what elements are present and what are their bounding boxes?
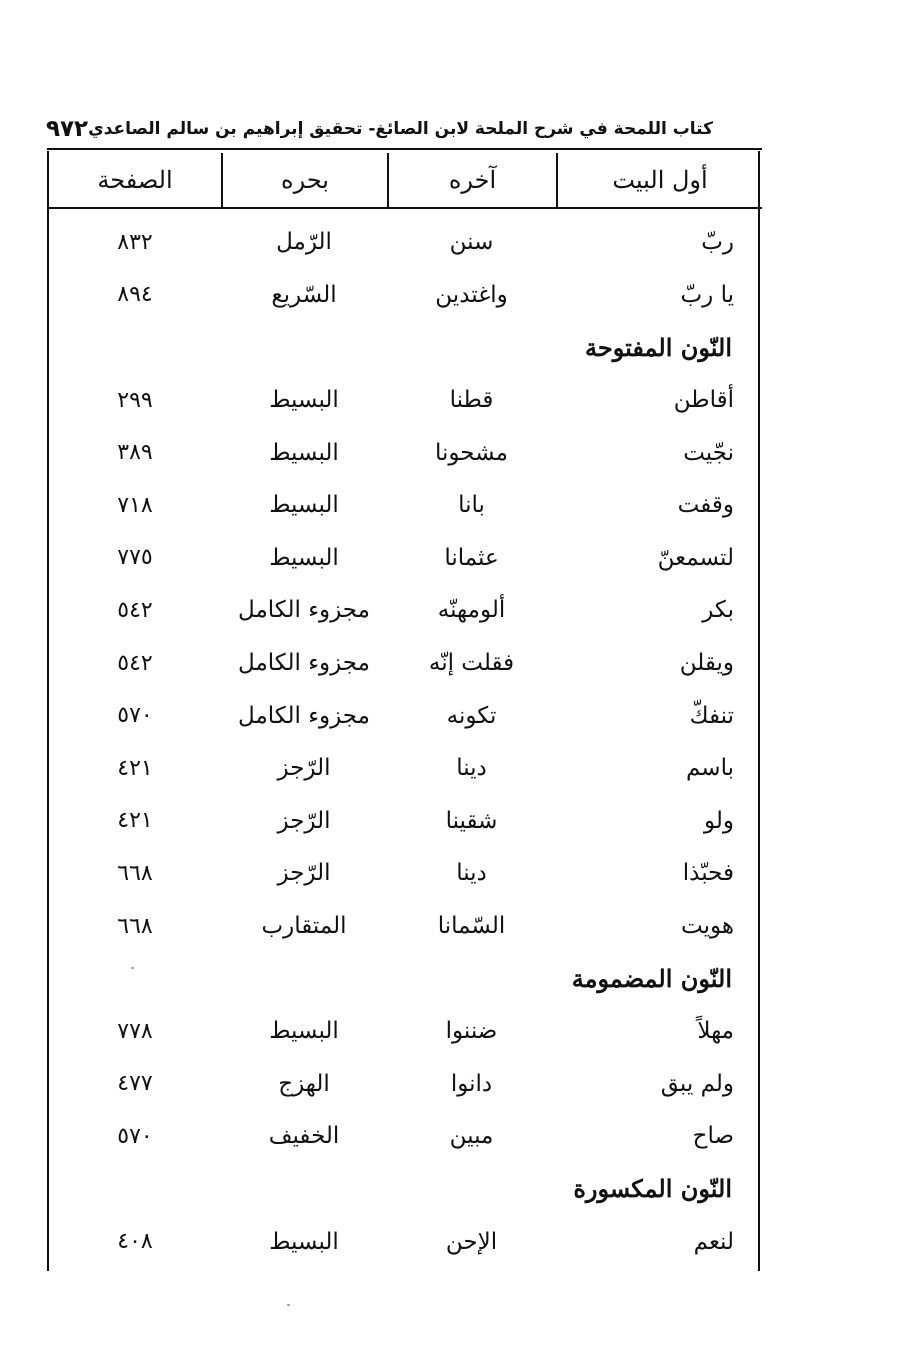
- last-word-cell: ضننوا: [445, 1018, 498, 1045]
- last-word-cell: فقلت إنّه: [428, 650, 515, 677]
- first-word-cell: يا ربّ: [680, 281, 734, 308]
- table-row: [47, 847, 762, 900]
- meter-cell: مجزوء الكامل: [238, 702, 370, 729]
- table-row: [47, 374, 762, 427]
- page-cell: ٥٤٢: [117, 650, 153, 676]
- meter-cell: الرّمل: [276, 229, 332, 256]
- meter-cell: الرّجز: [277, 807, 331, 834]
- book-title: كتاب اللمحة في شرح الملحة لابن الصائغ- تحقيق إبراهيم بن سالم الصاعدي: [88, 119, 713, 139]
- table-row: [47, 216, 762, 269]
- first-word-cell: صاح: [692, 1123, 734, 1150]
- page-number: ٩٧٢: [45, 116, 89, 142]
- page-cell: ٧١٨: [117, 492, 153, 518]
- page-cell: ٨٣٢: [117, 229, 153, 255]
- first-word-cell: نجّيت: [683, 439, 734, 466]
- table-row: [47, 1058, 762, 1111]
- table-row: [47, 426, 762, 479]
- first-word-cell: بكر: [702, 597, 734, 624]
- first-word-cell: أقاطن: [673, 387, 734, 414]
- page-cell: ٦٦٨: [117, 860, 153, 886]
- scan-speck: [131, 967, 134, 969]
- column-header-first-word: أول البيت: [556, 153, 762, 207]
- last-word-cell: دينا: [456, 860, 487, 887]
- page-cell: ٥٧٠: [117, 1123, 153, 1149]
- last-word-cell: قطنا: [449, 387, 494, 414]
- table-body: [47, 216, 762, 1268]
- table-header: [47, 153, 762, 209]
- header-rule: [47, 148, 762, 150]
- last-word-cell: السّمانا: [437, 913, 506, 940]
- page-cell: ٢٩٩: [117, 387, 153, 413]
- meter-cell: البسيط: [269, 1228, 339, 1255]
- column-header-page: الصفحة: [97, 166, 173, 194]
- table-row: [47, 1110, 762, 1163]
- page-cell: ٥٧٠: [117, 703, 153, 729]
- last-word-cell: الإحن: [445, 1228, 498, 1255]
- page-cell: ٥٤٢: [117, 597, 153, 623]
- first-word-cell: ويقلن: [679, 650, 734, 677]
- first-word-cell: تنفكّ: [689, 702, 734, 729]
- meter-cell: الهزج: [278, 1070, 330, 1097]
- table-row: [47, 584, 762, 637]
- last-word-cell: شقينا: [445, 807, 498, 834]
- last-word-cell: بانا: [458, 492, 485, 519]
- first-word-cell: هويت: [681, 913, 734, 940]
- meter-cell: الرّجز: [277, 755, 331, 782]
- last-word-cell: دانوا: [450, 1070, 493, 1097]
- last-word-cell: عثمانا: [444, 544, 499, 571]
- table-row: [47, 900, 762, 953]
- first-word-cell: ولم يبق: [660, 1070, 734, 1097]
- table-row: [47, 479, 762, 532]
- last-word-cell: مشحونا: [435, 439, 508, 466]
- last-word-cell: واغتدين: [435, 281, 508, 308]
- section-heading: النّون المكسورة: [573, 1174, 732, 1204]
- table-row: [47, 532, 762, 585]
- meter-cell: السّريع: [271, 281, 337, 308]
- last-word-cell: سنن: [449, 229, 494, 256]
- meter-cell: البسيط: [269, 387, 339, 414]
- meter-cell: البسيط: [269, 1018, 339, 1045]
- table-row: [47, 637, 762, 690]
- meter-cell: مجزوء الكامل: [238, 650, 370, 677]
- running-header: [45, 112, 713, 146]
- meter-cell: البسيط: [269, 439, 339, 466]
- meter-cell: الخفيف: [268, 1123, 340, 1150]
- table-row: [47, 689, 762, 742]
- table-row: [47, 1005, 762, 1058]
- first-word-cell: مهلاً: [697, 1018, 734, 1045]
- first-word-cell: ولو: [704, 807, 734, 834]
- scan-speck: [287, 1304, 290, 1306]
- page-cell: ٤٢١: [117, 808, 153, 834]
- first-word-cell: ربّ: [701, 229, 734, 256]
- meter-cell: البسيط: [269, 544, 339, 571]
- section-heading: النّون المضمومة: [571, 964, 732, 994]
- first-word-cell: فحبّذا: [682, 860, 734, 887]
- last-word-cell: تكونه: [446, 702, 497, 729]
- last-word-cell: مبين: [449, 1123, 494, 1150]
- last-word-cell: ألومهنّه: [437, 597, 506, 624]
- table-row: [47, 1215, 762, 1268]
- table-row: [47, 795, 762, 848]
- page-cell: ٤٠٨: [117, 1229, 153, 1255]
- page-cell: ٧٧٥: [117, 545, 153, 571]
- meter-cell: مجزوء الكامل: [238, 597, 370, 624]
- first-word-cell: وقفت: [677, 492, 734, 519]
- section-heading: النّون المفتوحة: [585, 332, 732, 362]
- page-cell: ٤٢١: [117, 755, 153, 781]
- meter-cell: الرّجز: [277, 860, 331, 887]
- page-cell: ٧٧٨: [117, 1018, 153, 1044]
- table-row: [47, 269, 762, 322]
- column-header-meter: بحره: [221, 153, 387, 207]
- page-cell: ٦٦٨: [117, 913, 153, 939]
- page-cell: ٤٧٧: [117, 1071, 153, 1097]
- first-word-cell: لتسمعنّ: [657, 544, 734, 571]
- meter-cell: المتقارب: [261, 913, 347, 940]
- meter-cell: البسيط: [269, 492, 339, 519]
- first-word-cell: باسم: [686, 755, 734, 782]
- column-header-last-word: آخره: [387, 153, 556, 207]
- page-cell: ٨٩٤: [117, 282, 153, 308]
- page-cell: ٣٨٩: [117, 440, 153, 466]
- last-word-cell: دينا: [456, 755, 487, 782]
- first-word-cell: لنعم: [693, 1228, 734, 1255]
- table-row: [47, 742, 762, 795]
